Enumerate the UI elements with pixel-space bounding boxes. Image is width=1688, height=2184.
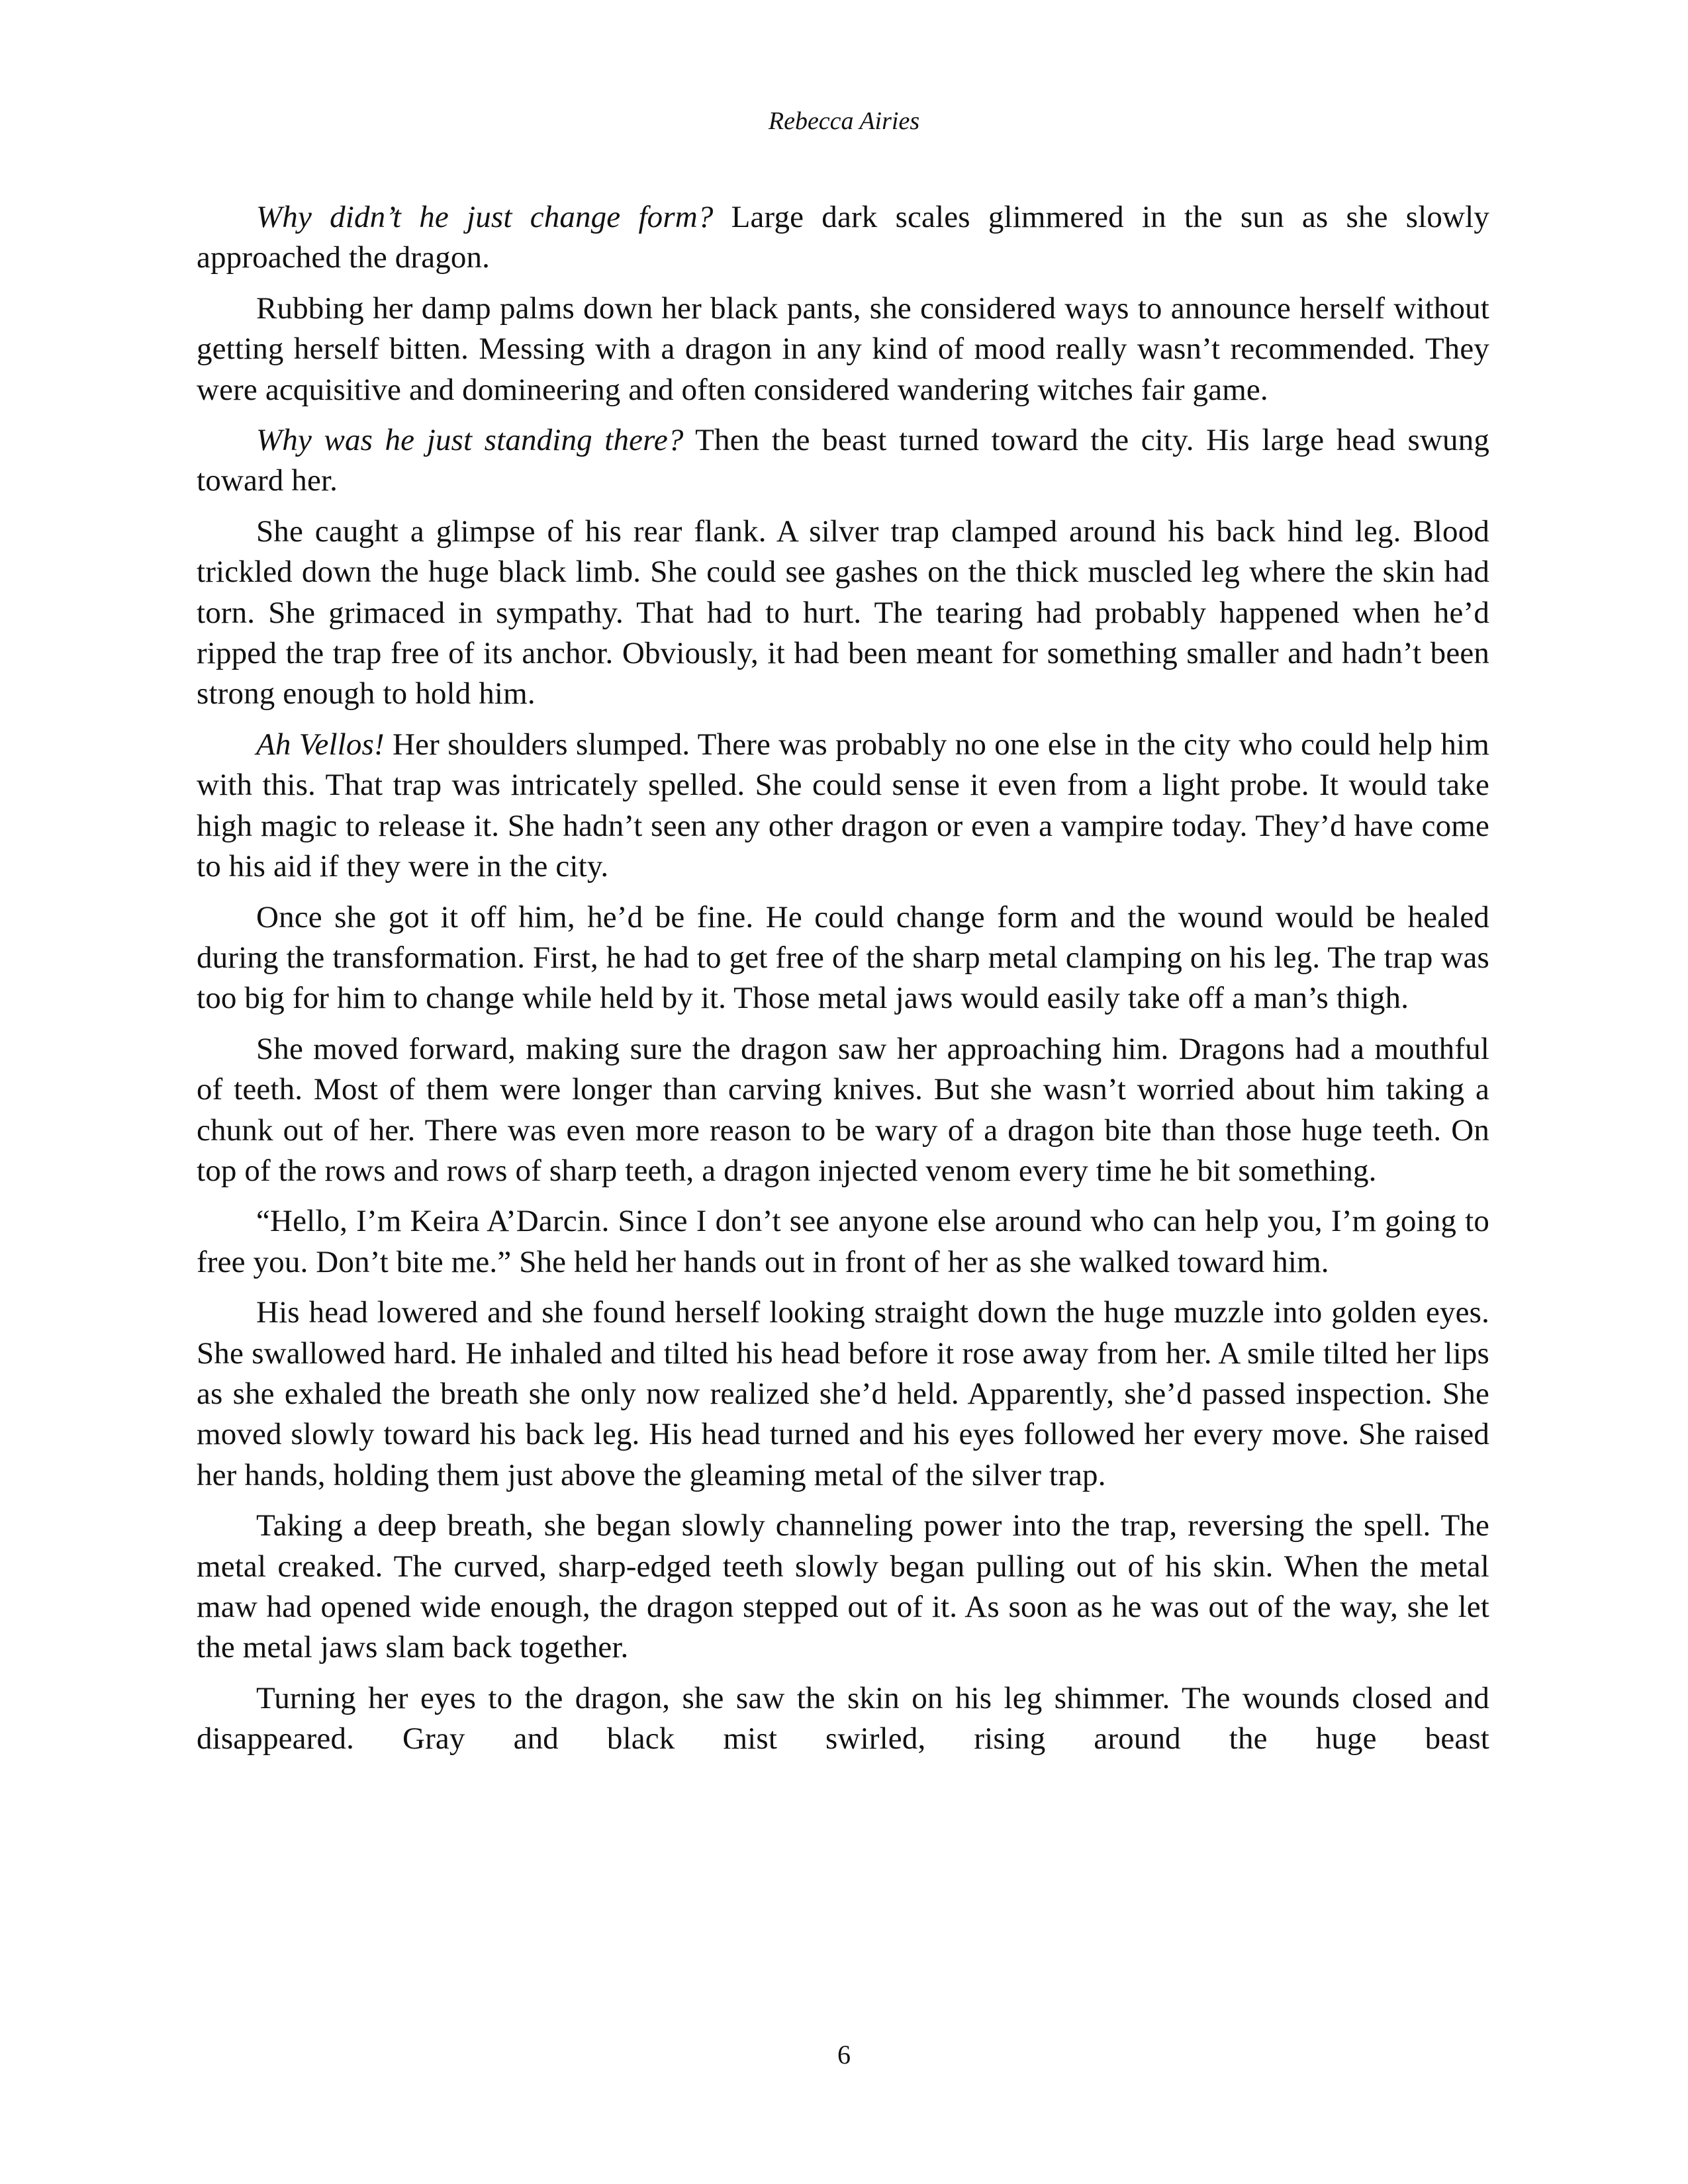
paragraph-text: Turning her eyes to the dragon, she saw the skin on his leg shimmer. The wounds closed and disappeared. Gray and black mist swirled, rising around the huge beast — [197, 1680, 1489, 1756]
paragraph-text: Once she got it off him, he’d be fine. He could change form and the wound would be healed during the transformation. First, he had to get free of the sharp metal clamping on his leg. The trap was too big for him to change while held by it. Those metal jaws would easily take off a man’s thigh. — [197, 899, 1489, 1016]
running-head-author: Rebecca Airies — [768, 107, 920, 135]
paragraph-5 — [197, 725, 1489, 887]
page-number: 6 — [837, 2040, 851, 2070]
paragraph-text: Taking a deep breath, she began slowly channeling power into the trap, reversing the spell. The metal creaked. The curved, sharp-edged teeth slowly began pulling out of his skin. When the metal maw had opened wide enough, the dragon stepped out of it. As soon as he was out of the way, she let the metal jaws slam back together. — [197, 1508, 1489, 1665]
paragraph-text: Her shoulders slumped. There was probably no one else in the city who could help him with this. That trap was intricately spelled. She could sense it even from a light probe. It would take high magic to release it. She hadn’t seen any other dragon or even a vampire today. They’d have come to his aid if they were in the city. — [197, 727, 1489, 884]
paragraph-text: Large dark scales glimmered in the sun as she slowly approached the dragon. — [197, 200, 1489, 275]
italic-thought: Why didn’t he just change form? — [256, 200, 714, 234]
paragraph-9 — [197, 1293, 1489, 1496]
paragraph-6 — [197, 897, 1489, 1019]
paragraph-3 — [197, 420, 1489, 502]
paragraph-2 — [197, 289, 1489, 410]
paragraph-text: His head lowered and she found herself looking straight down the huge muzzle into golden eyes. She swallowed hard. He inhaled and tilted his head before it rose away from her. A smile tilted her lips as she exhaled the breath she only now realized she’d held. Apparently, she’d passed inspection. She moved slowly toward his back leg. His head turned and his eyes followed her every move. She raised her hands, holding them just above the gleaming metal of the silver trap. — [197, 1295, 1489, 1492]
paragraph-text: She caught a glimpse of his rear flank. A silver trap clamped around his back hind leg. Blood trickled down the huge black limb. She could see gashes on the thick muscled leg where the skin had torn. She grimaced in sympathy. That had to hurt. The tearing had probably happened when he’d ripped the trap free of its anchor. Obviously, it had been meant for something smaller and hadn’t been strong enough to hold him. — [197, 514, 1489, 711]
paragraph-1 — [197, 197, 1489, 279]
italic-exclamation: Ah Vellos! — [256, 727, 385, 762]
italic-thought: Why was he just standing there? — [256, 423, 684, 458]
paragraph-text: Then the beast turned toward the city. His large head swung toward her. — [197, 423, 1489, 498]
body-text — [197, 197, 1489, 1760]
paragraph-7 — [197, 1029, 1489, 1192]
paragraph-4 — [197, 512, 1489, 715]
paragraph-8 — [197, 1201, 1489, 1283]
paragraph-11 — [197, 1678, 1489, 1760]
paragraph-text: “Hello, I’m Keira A’Darcin. Since I don’t see anyone else around who can help you, I’m going to free you. Don’t bite me.” She held her hands out in front of her as she walked toward him. — [197, 1204, 1489, 1279]
paragraph-10 — [197, 1506, 1489, 1668]
paragraph-text: She moved forward, making sure the dragon saw her approaching him. Dragons had a mouthful of teeth. Most of them were longer than carving knives. But she wasn’t worried about him taking a chunk out of her. There was even more reason to be wary of a dragon bite than those huge teeth. On top of the rows and rows of sharp teeth, a dragon injected venom every time he bit something. — [197, 1031, 1489, 1188]
paragraph-text: Rubbing her damp palms down her black pants, she considered ways to announce herself without getting herself bitten. Messing with a dragon in any kind of mood really wasn’t recommended. They were acquisitive and domineering and often considered wandering witches fair game. — [197, 291, 1489, 407]
